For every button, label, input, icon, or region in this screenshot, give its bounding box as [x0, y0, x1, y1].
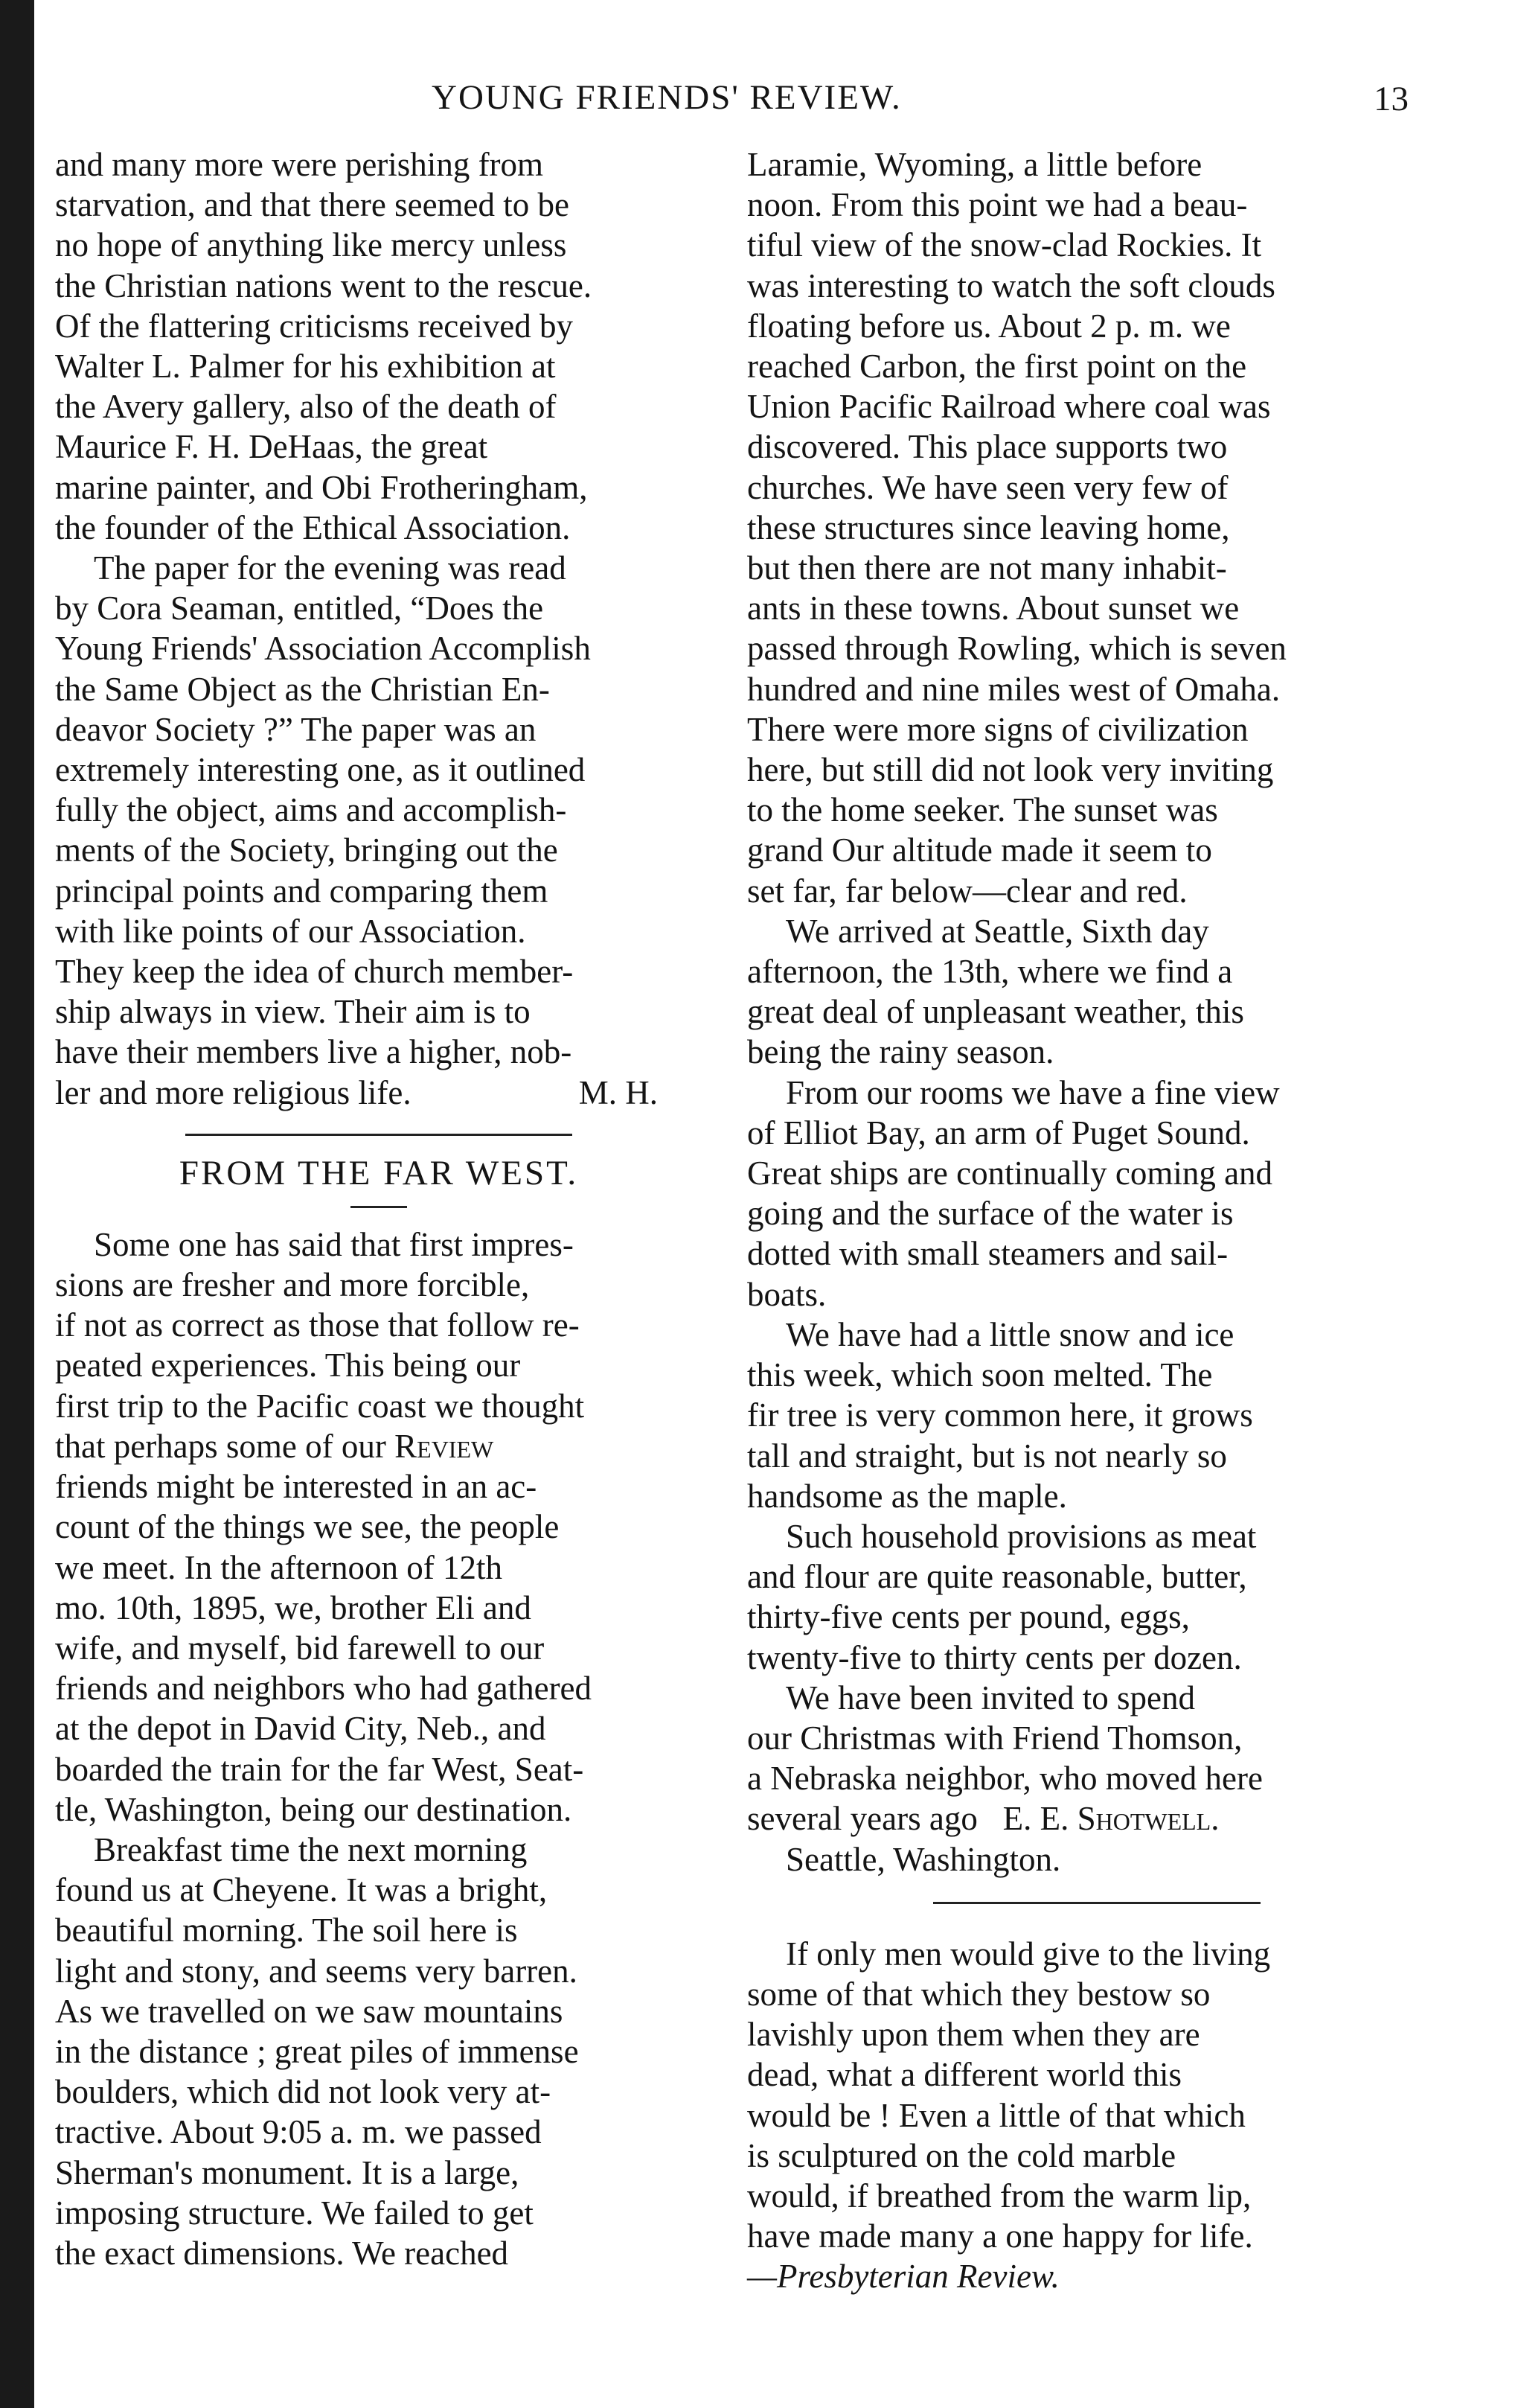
running-header: YOUNG FRIENDS' REVIEW.	[432, 78, 902, 117]
article-divider	[933, 1902, 1261, 1904]
right-paragraph-3: From our rooms we have a fine view of Elliot Bay, an arm of Puget Sound. Great ships are continually coming and going and the surface of the water is dotted with small steamers and sail- boats.	[747, 1073, 1280, 1313]
section-divider	[185, 1134, 572, 1136]
left-paragraph-3-part-2: friends might be interested in an ac- count of the things we see, the people we meet. In the afternoon of 12th mo. 10th, 1895, we, brother Eli and wife, and myself, bid farewell to our friends and neighbors who had gathered at the depot in David City, Neb., and boarded the train for the far West, Seat- tle, Washington, being our destination.	[55, 1468, 592, 1828]
quote-paragraph: If only men would give to the living some of that which they bestow so lavishly upon them when they are dead, what a different world this would be ! Even a little of that which is sculptured on the cold marble would, if breathed from the warm lip, have made many a one happy for life.	[747, 1935, 1271, 2255]
page-binding-edge	[0, 0, 34, 2408]
left-paragraph-3-part-1: Some one has said that first impres- sions are fresher and more forcible, if not as correct as those that follow re- peated experiences. This being our first trip to the Pacific coast we thought that perhaps some of our	[55, 1225, 585, 1465]
title-dash	[350, 1206, 407, 1208]
right-paragraph-6	[747, 1678, 1394, 1839]
section-title: FROM THE FAR WEST.	[179, 1153, 579, 1192]
left-paragraph-2	[55, 548, 702, 1113]
right-paragraph-1: Laramie, Wyoming, a little before noon. From this point we had a beau- tiful view of the snow-clad Rockies. It was interesting to watch the soft clouds floating before us. About 2 p. m. we reached Carbon, the first point on the Union Pacific Railroad where coal was discovered. This place supports two churches. We have seen very few of these structures since leaving home, but then there are not many inhabit- ants in these towns. About sunset we passed through Rowling, which is seven hundred and nine miles west of Omaha. There were more signs of civilization here, but still did not look very inviting to the home seeker. The sunset was grand Our altitude made it seem to set far, far below—clear and red.	[747, 146, 1287, 910]
review-smallcaps: Review	[394, 1427, 494, 1465]
left-column	[55, 144, 702, 2273]
left-paragraph-1: and many more were perishing from starvation, and that there seemed to be no hope of anything like mercy unless the Christian nations went to the rescue. Of the flattering criticisms received by Walter L. Palmer for his exhibition at the Avery gallery, also of the death of Maurice F. H. DeHaas, the great marine painter, and Obi Frotheringham, the founder of the Ethical Association.	[55, 146, 592, 546]
right-paragraph-5: Such household provisions as meat and flour are quite reasonable, butter, thirty-five cents per pound, eggs, twenty-five to thirty cents per dozen.	[747, 1517, 1257, 1676]
left-paragraph-3	[55, 1224, 702, 1830]
left-paragraph-2-text: The paper for the evening was read by Cora Seaman, entitled, “Does the Young Friends' Association Accomplish the Same Object as the Christian En- deavor Society ?” The paper was an extremely interesting one, as it outlined fully the object, aims and accomplish- ments of the Society, bringing out the principal points and comparing them with like points of our Association. They keep the idea of church member- ship always in view. Their aim is to have their members live a higher, nob- ler and more religious life.	[55, 549, 591, 1111]
right-paragraph-6-text: We have been invited to spend our Christmas with Friend Thomson, a Nebraska neighbor, who moved here several years ago	[747, 1679, 1263, 1838]
right-paragraph-7: Seattle, Washington.	[786, 1840, 1061, 1878]
author-signature: E. E. Shotwell.	[1002, 1800, 1220, 1838]
right-paragraph-4: We have had a little snow and ice this week, which soon melted. The fir tree is very common here, it grows tall and straight, but is not nearly so handsome as the maple.	[747, 1315, 1253, 1515]
quote-attribution: —Presbyterian Review.	[747, 2258, 1060, 2296]
page-number: 13	[1374, 80, 1409, 118]
right-paragraph-2: We arrived at Seattle, Sixth day afternoon, the 13th, where we find a great deal of unpleasant weather, this being the rainy season.	[747, 912, 1244, 1071]
initials-signature: M. H.	[578, 1073, 658, 1111]
left-paragraph-4: Breakfast time the next morning found us at Cheyene. It was a bright, beautiful morning. The soil here is light and stony, and seems very barren. As we travelled on we saw mountains in the distance ; great piles of immense boulders, which did not look very at- tractive. About 9:05 a. m. we passed Sherman's monument. It is a large, imposing structure. We failed to get the exact dimensions. We reached	[55, 1830, 579, 2272]
right-column	[747, 144, 1394, 2297]
